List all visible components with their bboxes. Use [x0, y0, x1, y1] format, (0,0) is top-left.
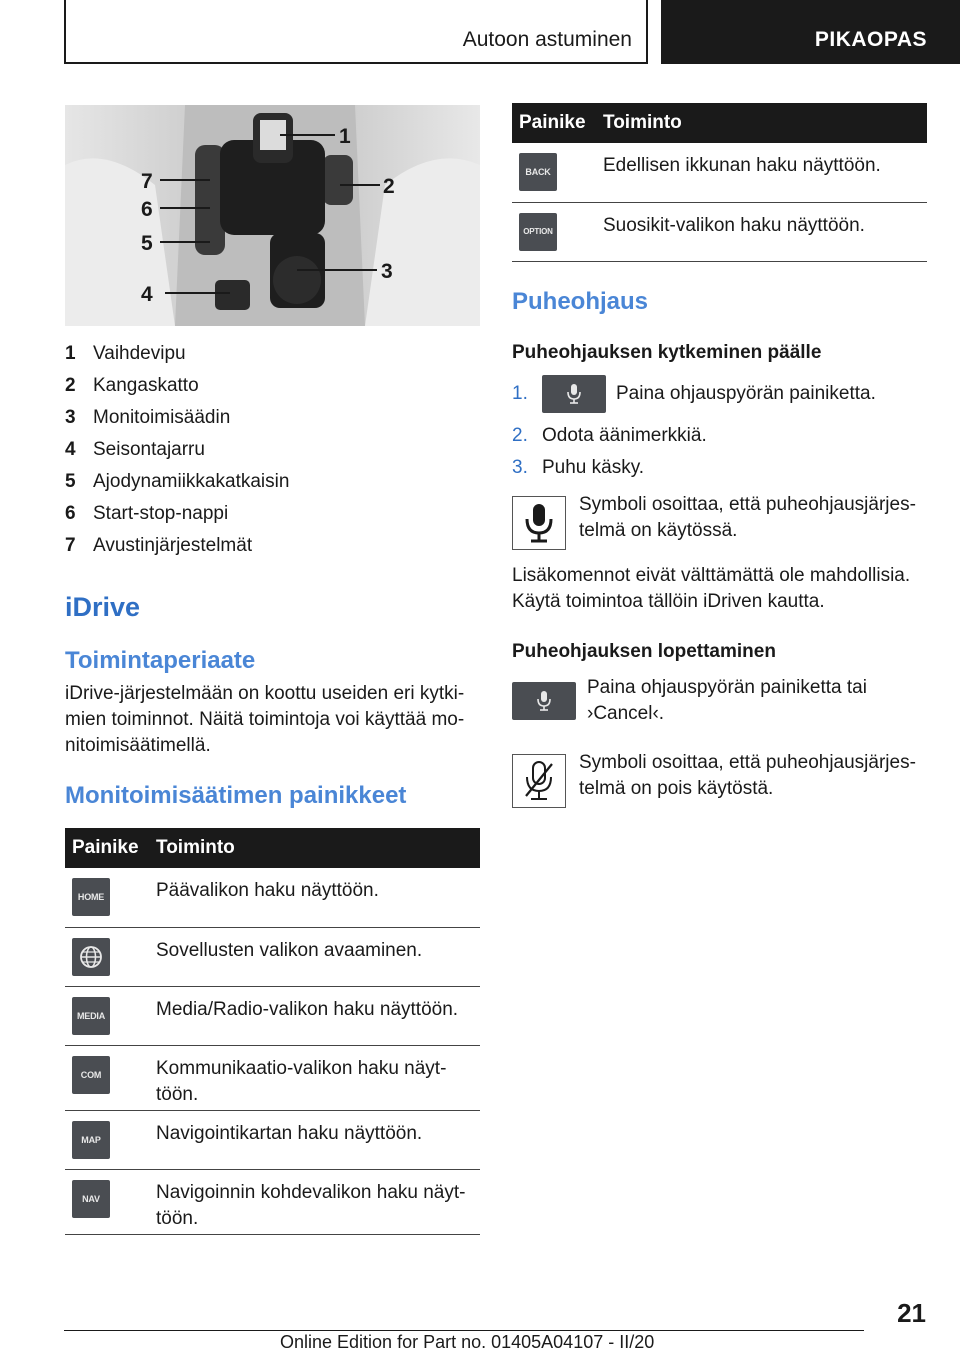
- step-item: [512, 454, 644, 482]
- function-text: töön.: [156, 1083, 199, 1105]
- page-number: 21: [897, 1298, 926, 1328]
- microphone-button-icon: [512, 682, 576, 720]
- col-header-button: Painike: [512, 103, 596, 143]
- text-line: Lisäkomennot eivät välttämättä ole mahdollisia.: [512, 565, 911, 586]
- legend-label: Vaihdevipu: [93, 343, 186, 364]
- voice-inactive-symbol: [512, 754, 566, 808]
- principle-heading: Toimintaperiaate: [65, 647, 256, 674]
- microphone-button-icon: [542, 375, 606, 413]
- text-line: Paina ohjauspyörän painiketta tai: [587, 677, 867, 698]
- legend-label: Start-stop-nappi: [93, 503, 229, 524]
- text-line: mien toiminnot. Näitä toimintoja voi käyttää mo-: [65, 709, 465, 730]
- voice-active-symbol: [512, 496, 566, 550]
- function-text: Edellisen ikkunan haku näyttöön.: [603, 155, 881, 176]
- table-row: [65, 868, 480, 927]
- function-text: töön.: [156, 1207, 199, 1229]
- legend-number: 5: [65, 471, 76, 492]
- chapter-tab: [64, 0, 648, 64]
- col-header-function: Toiminto: [149, 828, 480, 868]
- idrive-heading: iDrive: [65, 592, 141, 622]
- table-row: [65, 1045, 480, 1110]
- legend-item: [65, 498, 480, 530]
- table-row: [65, 1169, 480, 1234]
- map-button-icon: MAP: [72, 1121, 110, 1159]
- text-line: Symboli osoittaa, että puheohjausjärjes-: [579, 494, 916, 515]
- media-button-icon: MEDIA: [72, 997, 110, 1035]
- text-line: iDrive-järjestelmään on koottu useiden eri kytki-: [65, 683, 465, 704]
- function-text: Navigoinnin kohdevalikon haku näyt-: [156, 1181, 466, 1203]
- com-button-icon: COM: [72, 1056, 110, 1094]
- nav-button-icon: NAV: [72, 1180, 110, 1218]
- table-row: [65, 1110, 480, 1169]
- step-number: 3.: [512, 457, 528, 478]
- principle-text: [65, 681, 485, 759]
- microphone-muted-icon: [512, 754, 566, 808]
- function-text: Suosikit-valikon haku näyttöön.: [603, 214, 865, 236]
- voice-active-text: [579, 492, 939, 544]
- legend-item: [65, 370, 480, 402]
- buttons-heading: Monitoimisäätimen painikkeet: [65, 782, 407, 809]
- home-button-icon: HOME: [72, 878, 110, 916]
- table-row: [65, 927, 480, 986]
- controller-buttons-table-continued: [512, 103, 927, 262]
- callout-2: 2: [383, 175, 395, 198]
- step-text: Paina ohjauspyörän painiketta.: [616, 383, 876, 404]
- callout-3: 3: [381, 260, 393, 283]
- step-text: Puhu käsky.: [542, 457, 645, 478]
- function-text: Sovellusten valikon avaaminen.: [156, 939, 423, 961]
- voice-off-text: [587, 675, 927, 727]
- table-row: [512, 143, 927, 202]
- table-row: [512, 202, 927, 261]
- legend-item: [65, 402, 480, 434]
- legend-label: Seisontajarru: [93, 439, 205, 460]
- step-item: [512, 422, 707, 450]
- legend-item: [65, 434, 480, 466]
- function-text: Navigointikartan haku näyttöön.: [156, 1122, 423, 1144]
- text-line: nitoimisäätimellä.: [65, 735, 211, 756]
- step-number: 1.: [512, 383, 528, 404]
- text-line: telmä on käytössä.: [579, 520, 738, 541]
- chapter-title: Autoon astuminen: [462, 28, 632, 51]
- footer-divider: [64, 1330, 864, 1331]
- text-line: Symboli osoittaa, että puheohjausjärjes-: [579, 752, 916, 773]
- voice-on-heading: Puheohjauksen kytkeminen päälle: [512, 342, 822, 363]
- legend-number: 7: [65, 535, 76, 556]
- legend-label: Ajodynamiikkakatkaisin: [93, 471, 290, 492]
- legend-label: Kangaskatto: [93, 375, 199, 396]
- legend-number: 2: [65, 375, 76, 396]
- legend-number: 1: [65, 343, 76, 364]
- voice-off-button: [512, 682, 576, 720]
- step-text: Odota äänimerkkiä.: [542, 425, 707, 446]
- voice-inactive-text: [579, 750, 939, 802]
- callout-4: 4: [141, 283, 153, 306]
- legend-number: 3: [65, 407, 76, 428]
- step-number: 2.: [512, 425, 528, 446]
- section-tab: [661, 0, 960, 64]
- legend-number: 6: [65, 503, 76, 524]
- callout-1: 1: [339, 125, 351, 148]
- section-title: PIKAOPAS: [814, 28, 927, 51]
- step-item: [512, 374, 876, 414]
- legend-label: Avustinjärjestelmät: [93, 535, 253, 556]
- function-text: Media/Radio-valikon haku näyttöön.: [156, 998, 459, 1020]
- legend-number: 4: [65, 439, 76, 460]
- text-line: Käytä toimintoa tällöin iDriven kautta.: [512, 591, 825, 612]
- table-row: [65, 986, 480, 1045]
- legend-item: [65, 338, 480, 370]
- globe-icon: [72, 938, 110, 976]
- text-line: telmä on pois käytöstä.: [579, 778, 774, 799]
- console-photo: [65, 105, 480, 326]
- callout-5: 5: [141, 232, 153, 255]
- legend-item: [65, 530, 480, 562]
- voice-extra-text: [512, 563, 932, 615]
- col-header-function: Toiminto: [596, 103, 927, 143]
- edition-note: Online Edition for Part no. 01405A04107 - II/20: [280, 1332, 655, 1352]
- callout-6: 6: [141, 198, 153, 221]
- back-button-icon: BACK: [519, 153, 557, 191]
- legend-label: Monitoimisäädin: [93, 407, 231, 428]
- function-text: Kommunikaatio-valikon haku näyt-: [156, 1057, 447, 1079]
- option-button-icon: OPTION: [519, 213, 557, 251]
- voice-off-heading: Puheohjauksen lopettaminen: [512, 641, 776, 662]
- callout-7: 7: [141, 170, 153, 193]
- text-line: ›Cancel‹.: [587, 703, 665, 724]
- microphone-active-icon: [512, 496, 566, 550]
- console-illustration: [65, 105, 480, 326]
- function-text: Päävalikon haku näyttöön.: [156, 880, 379, 901]
- photo-legend: [65, 338, 480, 562]
- voice-heading: Puheohjaus: [512, 288, 649, 315]
- col-header-button: Painike: [65, 828, 149, 868]
- legend-item: [65, 466, 480, 498]
- controller-buttons-table: [65, 828, 480, 1235]
